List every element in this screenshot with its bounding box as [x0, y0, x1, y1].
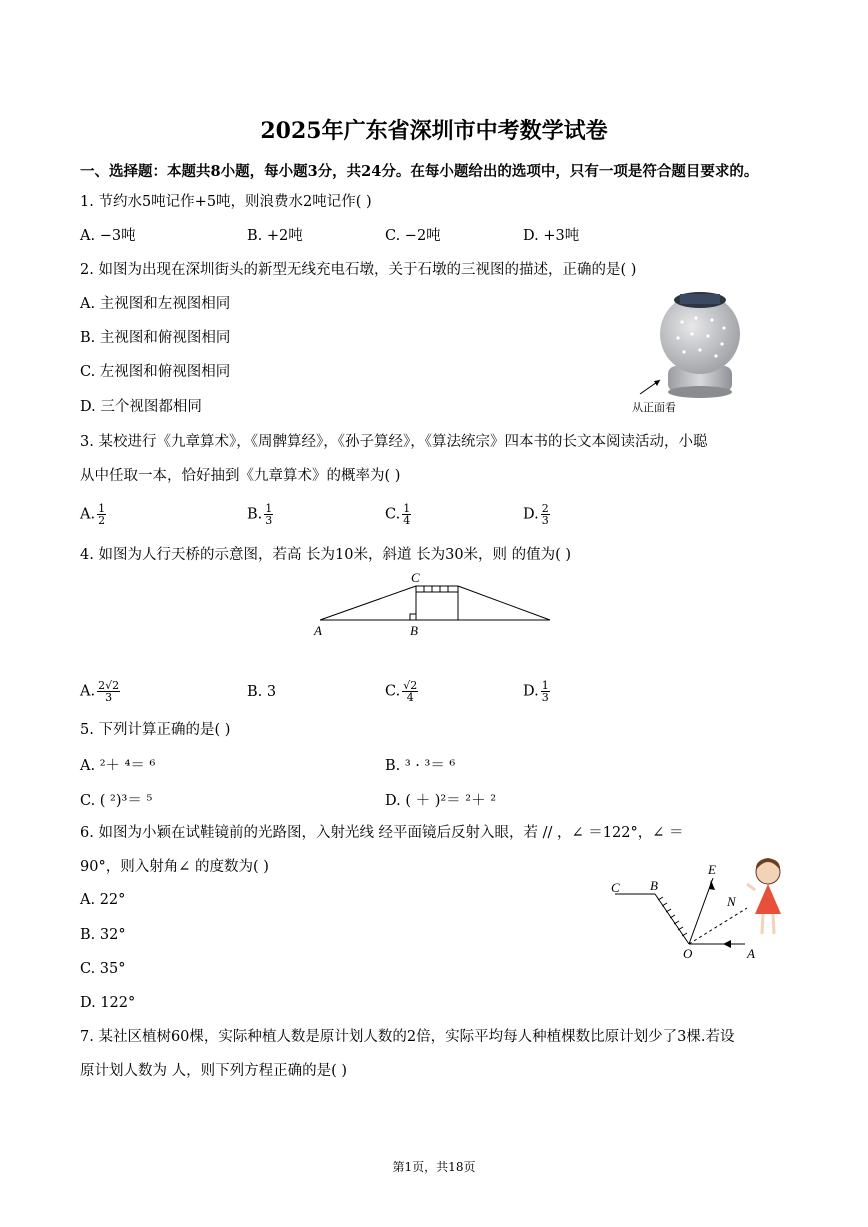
question-6-stem-line2: 90°，则入射角∠ 的度数为( ): [80, 859, 269, 875]
q1-option-b: B. +2吨: [247, 228, 303, 244]
q4-option-a: A. $\frac{2√2}{3}$: [80, 679, 120, 704]
q1-option-a: A. −3吨: [80, 228, 136, 244]
figure-caption: 从正面看: [632, 401, 676, 414]
page-title: 2025年广东省深圳市中考数学试卷: [260, 118, 608, 144]
q2-option-b: B. 主视图和俯视图相同: [80, 330, 231, 346]
q3-option-a: A. $\frac{1}{2}$: [80, 502, 106, 527]
q6-option-a: A. 22°: [80, 892, 126, 908]
q2-option-c: C. 左视图和俯视图相同: [80, 364, 231, 380]
q3-option-c: C. $\frac{1}{4}$: [385, 502, 411, 527]
girl-icon: [747, 858, 781, 934]
q1-option-d: D. +3吨: [523, 228, 580, 244]
question-2-stem: 2. 如图为出现在深圳街头的新型无线充电石墩，关于石墩的三视图的描述，正确的是( ): [80, 262, 637, 278]
label-n: N: [727, 894, 736, 909]
question-3-stem-line2: 从中任取一本，恰好抽到《九章算术》的概率为( ): [80, 468, 401, 484]
label-o: O: [683, 946, 693, 961]
q6-option-d: D. 122°: [80, 995, 136, 1011]
q2-option-a: A. 主视图和左视图相同: [80, 296, 231, 312]
label-b: B: [410, 623, 418, 638]
question-6-stem-line1: 6. 如图为小颖在试鞋镜前的光路图，入射光线 经平面镜后反射入眼，若 // ，∠ ＝122°，∠ ＝: [80, 825, 684, 841]
q3-option-d: D. $\frac{2}{3}$: [523, 502, 549, 527]
q1-option-c: C. −2吨: [385, 228, 441, 244]
label-a: A: [314, 623, 322, 638]
q6-option-b: B. 32°: [80, 927, 126, 943]
q2-option-d: D. 三个视图都相同: [80, 399, 202, 415]
question-1-stem: 1. 节约水5吨记作+5吨，则浪费水2吨记作( ): [80, 194, 372, 210]
label-c: C: [411, 570, 420, 585]
bridge-figure: [310, 566, 560, 638]
question-4-stem: 4. 如图为人行天桥的示意图，若高 长为10米，斜道 长为30米，则 的值为( ): [80, 547, 572, 563]
label-b: B: [650, 878, 658, 893]
question-7-stem-line1: 7. 某社区植树60棵，实际种植人数是原计划人数的2倍，实际平均每人种植棵数比原计划少了3棵.若设: [80, 1029, 735, 1045]
label-e: E: [708, 862, 716, 877]
question-7-stem-line2: 原计划人数为 人，则下列方程正确的是( ): [80, 1063, 348, 1079]
q3-option-b: B. $\frac{1}{3}$: [247, 502, 273, 527]
stone-pier-figure: [620, 286, 750, 416]
q4-option-b: B. 3: [247, 684, 277, 700]
q6-option-c: C. 35°: [80, 961, 126, 977]
q5-option-b: B. ³ · ³＝ ⁶: [385, 758, 456, 774]
page-footer: 第1页，共18页: [392, 1160, 476, 1174]
mirror-light-path-figure: [605, 850, 795, 962]
question-3-stem-line1: 3. 某校进行《九章算术》，《周髀算经》，《孙子算经》，《算法统宗》四本书的长文本阅读活动，小聪: [80, 434, 708, 450]
q4-option-c: C. $\frac{√2}{4}$: [385, 679, 418, 704]
label-c: C: [611, 880, 620, 895]
q4-option-d: D. $\frac{1}{3}$: [523, 679, 549, 704]
q5-option-c: C. ( ²)³＝ ⁵: [80, 793, 153, 809]
q5-option-a: A. ²＋ ⁴＝ ⁶: [80, 758, 156, 774]
section-heading: 一、选择题：本题共8小题，每小题3分，共24分。在每小题给出的选项中，只有一项是符合题目要求的。: [80, 163, 759, 180]
q5-option-d: D. ( ＋ )²＝ ²＋ ²: [385, 793, 497, 809]
question-5-stem: 5. 下列计算正确的是( ): [80, 722, 231, 738]
label-a: A: [747, 946, 755, 961]
